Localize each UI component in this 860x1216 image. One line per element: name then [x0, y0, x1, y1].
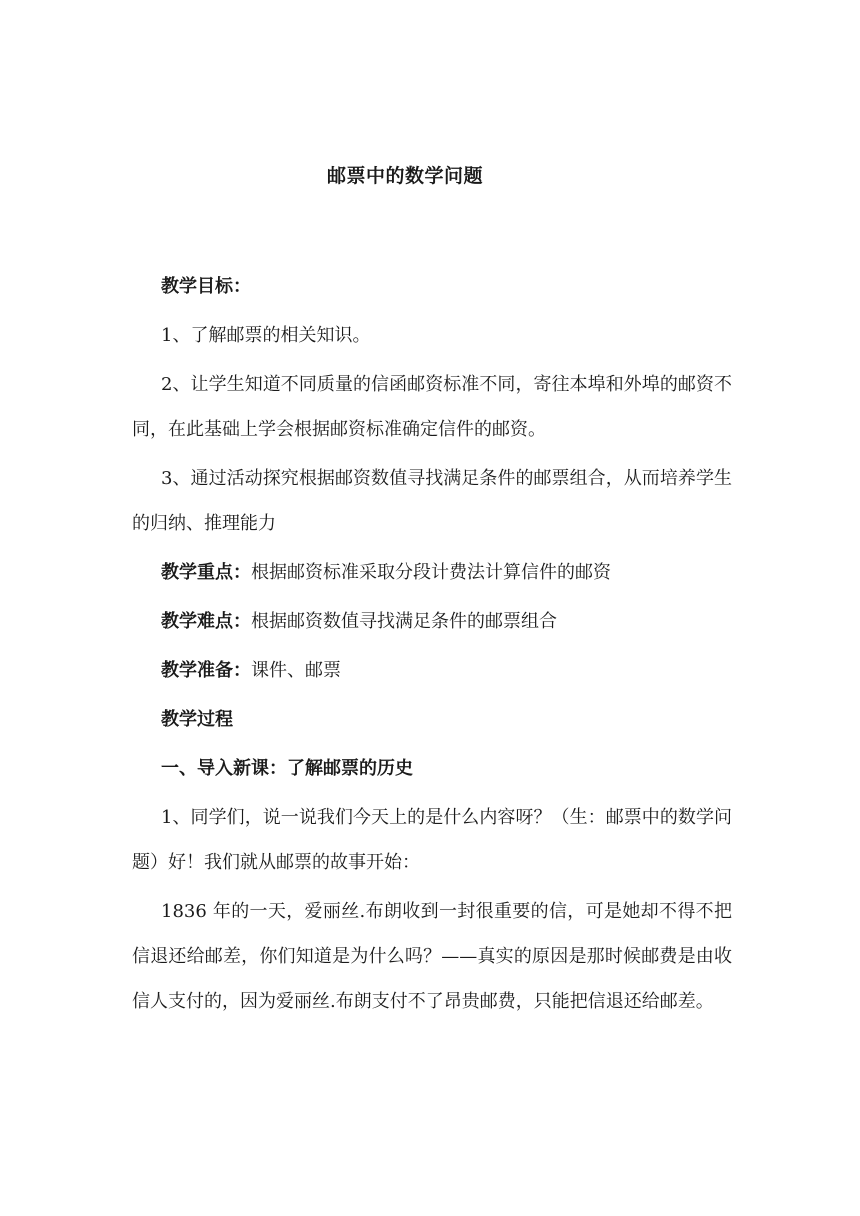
difficulty: [132, 597, 732, 646]
document-title: 邮票中的数学问题: [326, 165, 483, 187]
step-1: 1、同学们，说一说我们今天上的是什么内容呀？（生：邮票中的数学问题）好！我们就从邮票的故事开始：: [132, 807, 732, 873]
difficulty-label: 教学难点：: [161, 611, 251, 632]
story-paragraph: 1836 年的一天，爱丽丝.布朗收到一封很重要的信，可是她却不得不把信退还给邮差，你们知道是为什么吗？——真实的原因是那时候邮费是由收信人支付的，因为爱丽丝.布朗支付不了昂贵邮费，只能把信退还给邮差。: [132, 901, 732, 1012]
document-body: [132, 262, 732, 1026]
objective-3: 3、通过活动探究根据邮资数值寻找满足条件的邮票组合，从而培养学生的归纳、推理能力: [132, 468, 732, 534]
key-point: [132, 548, 732, 597]
objectives-heading: 教学目标：: [161, 276, 251, 297]
preparation-label: 教学准备：: [161, 660, 251, 681]
section-1-heading: 一、导入新课：了解邮票的历史: [161, 758, 413, 779]
objective-1: 1、了解邮票的相关知识。: [161, 325, 371, 346]
process-heading: 教学过程: [161, 709, 233, 730]
preparation-text: 课件、邮票: [251, 660, 341, 681]
objective-2: 2、让学生知道不同质量的信函邮资标准不同，寄往本埠和外埠的邮资不同，在此基础上学会根据邮资标准确定信件的邮资。: [132, 374, 732, 440]
difficulty-text: 根据邮资数值寻找满足条件的邮票组合: [251, 611, 557, 632]
key-point-text: 根据邮资标准采取分段计费法计算信件的邮资: [251, 562, 611, 583]
preparation: [132, 646, 732, 695]
key-point-label: 教学重点：: [161, 562, 251, 583]
